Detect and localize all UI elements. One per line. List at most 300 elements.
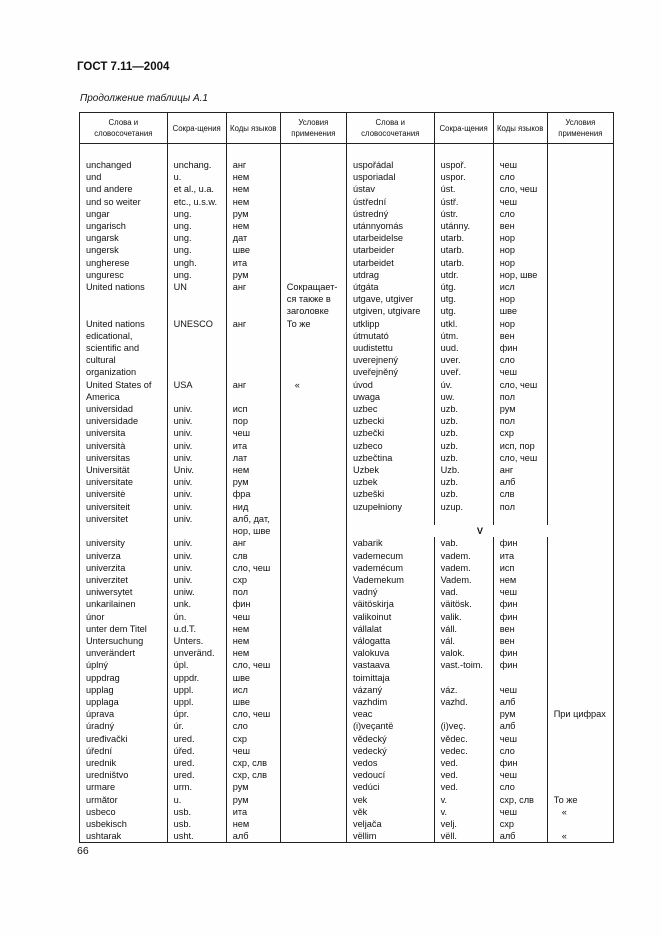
right-abbr-cell: vast.-toim. (434, 659, 493, 671)
right-word-cell: vědecký (346, 733, 434, 745)
right-condition-cell (547, 696, 613, 708)
right-condition-cell (547, 171, 613, 183)
right-condition-cell (547, 257, 613, 269)
left-code-cell: нем (226, 183, 280, 195)
right-word-cell: uzbečtina (346, 452, 434, 464)
left-condition-cell (280, 244, 346, 256)
right-condition-cell (547, 232, 613, 244)
left-code-cell: алб (226, 830, 280, 843)
left-word-cell: und so weiter (80, 196, 168, 208)
left-abbr-cell (167, 342, 226, 354)
left-condition-cell (280, 611, 346, 623)
left-code-cell: анг (226, 318, 280, 330)
left-condition-cell (280, 427, 346, 439)
table-row (80, 818, 614, 830)
right-code-cell: пол (493, 501, 547, 513)
left-code-cell: рум (226, 794, 280, 806)
left-word-cell: United States of (80, 379, 168, 391)
table-continuation-caption: Продолжение таблицы А.1 (80, 93, 208, 104)
left-word-cell: organization (80, 366, 168, 378)
right-code-cell: схр (493, 427, 547, 439)
left-word-cell: universidade (80, 415, 168, 427)
right-abbr-cell: uzb. (434, 488, 493, 500)
right-condition-cell (547, 318, 613, 330)
table-row (80, 208, 614, 220)
left-word-cell: universitas (80, 452, 168, 464)
right-word-cell: vedúci (346, 781, 434, 793)
table-row (80, 196, 614, 208)
left-condition-cell (280, 623, 346, 635)
left-abbr-cell: úřed. (167, 745, 226, 757)
right-abbr-cell: ved. (434, 769, 493, 781)
left-condition-cell (280, 598, 346, 610)
left-code-cell: рум (226, 781, 280, 793)
right-code-cell: фин (493, 611, 547, 623)
left-abbr-cell: usb. (167, 806, 226, 818)
right-word-cell: uzbečki (346, 427, 434, 439)
table-row (80, 513, 614, 525)
right-code-cell: рум (493, 708, 547, 720)
right-word-cell: Vademekum (346, 574, 434, 586)
left-code-cell (226, 391, 280, 403)
right-code-cell: сло (493, 171, 547, 183)
table-row (80, 659, 614, 671)
left-abbr-cell: ung. (167, 208, 226, 220)
left-abbr-cell: ung. (167, 244, 226, 256)
right-code-cell: сло (493, 781, 547, 793)
right-word-cell: uspořádal (346, 159, 434, 171)
left-word-cell: úřední (80, 745, 168, 757)
right-abbr-cell: uw. (434, 391, 493, 403)
right-code-cell: алб (493, 720, 547, 732)
left-abbr-cell: ung. (167, 220, 226, 232)
right-abbr-cell: uspor. (434, 171, 493, 183)
left-word-cell: universita (80, 427, 168, 439)
left-abbr-cell (167, 293, 226, 305)
right-condition-cell (547, 598, 613, 610)
right-abbr-cell: utg. (434, 305, 493, 317)
left-condition-cell (280, 550, 346, 562)
right-condition-cell (547, 745, 613, 757)
left-code-cell: сло, чеш (226, 562, 280, 574)
left-abbr-cell: uppdr. (167, 672, 226, 684)
right-word-cell: vademecum (346, 550, 434, 562)
left-code-cell: схр (226, 733, 280, 745)
right-condition-cell (547, 342, 613, 354)
table-row (80, 354, 614, 366)
right-abbr-cell: utarb. (434, 257, 493, 269)
left-word-cell (80, 293, 168, 305)
left-condition-cell (280, 720, 346, 732)
left-condition-cell (280, 488, 346, 500)
right-word-cell (346, 513, 434, 525)
right-code-cell: чеш (493, 159, 547, 171)
left-abbr-cell: u. (167, 794, 226, 806)
right-abbr-cell: vab. (434, 537, 493, 549)
left-abbr-cell: Unters. (167, 635, 226, 647)
left-code-cell: шве (226, 696, 280, 708)
right-word-cell: ústredný (346, 208, 434, 220)
right-abbr-cell: valok. (434, 647, 493, 659)
right-word-cell: vek (346, 794, 434, 806)
left-condition-cell (280, 159, 346, 171)
left-word-cell: ungarsk (80, 232, 168, 244)
right-condition-cell: « (547, 806, 613, 818)
right-code-cell: шве (493, 305, 547, 317)
right-abbr-cell: vál. (434, 635, 493, 647)
right-word-cell: vedecký (346, 745, 434, 757)
column-header-codes: Коды языков (493, 113, 547, 144)
left-word-cell: ushtarak (80, 830, 168, 843)
table-row (80, 708, 614, 720)
right-code-cell: алб (493, 696, 547, 708)
left-word-cell: uppdrag (80, 672, 168, 684)
left-word-cell: university (80, 537, 168, 549)
left-code-cell (226, 330, 280, 342)
right-code-cell: исп, пор (493, 440, 547, 452)
left-word-cell: uniwersytet (80, 586, 168, 598)
left-condition-cell (280, 366, 346, 378)
left-code-cell: схр, слв (226, 757, 280, 769)
right-abbr-cell: (i)veç. (434, 720, 493, 732)
left-condition-cell (280, 537, 346, 549)
right-abbr-cell: úv. (434, 379, 493, 391)
left-code-cell: нор, шве (226, 525, 280, 537)
right-word-cell: ústřední (346, 196, 434, 208)
left-condition-cell (280, 440, 346, 452)
right-code-cell: чеш (493, 366, 547, 378)
right-word-cell: väitöskirja (346, 598, 434, 610)
right-abbr-cell: útm. (434, 330, 493, 342)
right-condition-cell (547, 159, 613, 171)
column-header-codes: Коды языков (226, 113, 280, 144)
right-word-cell: útgáta (346, 281, 434, 293)
right-code-cell: чеш (493, 196, 547, 208)
right-abbr-cell: vazhd. (434, 696, 493, 708)
table-row (80, 611, 614, 623)
left-code-cell (226, 342, 280, 354)
left-abbr-cell: u. (167, 171, 226, 183)
left-abbr-cell: ún. (167, 611, 226, 623)
right-abbr-cell: vadem. (434, 550, 493, 562)
right-condition-cell: То же (547, 794, 613, 806)
left-abbr-cell: u.d.T. (167, 623, 226, 635)
right-condition-cell (547, 391, 613, 403)
table-row (80, 696, 614, 708)
left-word-cell: universitė (80, 488, 168, 500)
right-word-cell: utarbeider (346, 244, 434, 256)
left-condition-cell: Сокращает- (280, 281, 346, 293)
right-condition-cell (547, 635, 613, 647)
left-code-cell (226, 293, 280, 305)
right-abbr-cell: útg. (434, 281, 493, 293)
left-condition-cell (280, 757, 346, 769)
left-word-cell: universitate (80, 476, 168, 488)
left-code-cell: анг (226, 281, 280, 293)
left-abbr-cell (167, 366, 226, 378)
right-abbr-cell: velj. (434, 818, 493, 830)
left-abbr-cell: ungh. (167, 257, 226, 269)
right-code-cell: вен (493, 623, 547, 635)
left-word-cell: United nations (80, 318, 168, 330)
right-word-cell: uzbeški (346, 488, 434, 500)
left-condition-cell (280, 635, 346, 647)
left-code-cell: нем (226, 818, 280, 830)
right-abbr-cell: uver. (434, 354, 493, 366)
left-word-cell: únor (80, 611, 168, 623)
right-code-cell: сло, чеш (493, 452, 547, 464)
right-word-cell: uveřejněný (346, 366, 434, 378)
table-row (80, 427, 614, 439)
left-code-cell (226, 354, 280, 366)
right-abbr-cell: vědec. (434, 733, 493, 745)
left-word-cell: unguresc (80, 269, 168, 281)
right-word-cell: toimittaja (346, 672, 434, 684)
right-condition-cell (547, 623, 613, 635)
left-abbr-cell: urm. (167, 781, 226, 793)
left-word-cell: cultural (80, 354, 168, 366)
column-header-abbr: Сокра-щения (434, 113, 493, 144)
left-condition-cell (280, 354, 346, 366)
right-abbr-cell: utarb. (434, 232, 493, 244)
right-word-cell: valikoinut (346, 611, 434, 623)
right-code-cell: нор (493, 257, 547, 269)
right-code-cell: схр (493, 818, 547, 830)
table-row (80, 366, 614, 378)
left-condition-cell (280, 708, 346, 720)
right-word-cell: usporiadal (346, 171, 434, 183)
right-condition-cell (547, 452, 613, 464)
right-word-cell: utgave, utgiver (346, 293, 434, 305)
right-abbr-cell: uzb. (434, 452, 493, 464)
abbreviations-table (79, 112, 614, 843)
right-condition-cell (547, 647, 613, 659)
right-condition-cell (547, 574, 613, 586)
right-code-cell: вен (493, 635, 547, 647)
left-condition-cell (280, 501, 346, 513)
left-code-cell: сло, чеш (226, 659, 280, 671)
right-condition-cell (547, 305, 613, 317)
left-code-cell: чеш (226, 745, 280, 757)
left-condition-cell (280, 647, 346, 659)
table-row (80, 720, 614, 732)
left-word-cell: università (80, 440, 168, 452)
left-code-cell: схр (226, 574, 280, 586)
right-word-cell: vazhdim (346, 696, 434, 708)
left-abbr-cell: univ. (167, 537, 226, 549)
left-code-cell: нид (226, 501, 280, 513)
left-word-cell: ungar (80, 208, 168, 220)
right-code-cell: пол (493, 415, 547, 427)
left-code-cell: нем (226, 635, 280, 647)
right-code-cell: чеш (493, 684, 547, 696)
left-code-cell: рум (226, 208, 280, 220)
left-code-cell: ита (226, 440, 280, 452)
right-condition-cell (547, 562, 613, 574)
left-code-cell: сло, чеш (226, 708, 280, 720)
right-condition-cell (547, 293, 613, 305)
table-row (80, 757, 614, 769)
table-row (80, 830, 614, 843)
right-abbr-cell: uzb. (434, 440, 493, 452)
left-code-cell: анг (226, 159, 280, 171)
right-abbr-cell: v. (434, 806, 493, 818)
right-condition-cell (547, 769, 613, 781)
left-word-cell: uredništvo (80, 769, 168, 781)
table-row (80, 794, 614, 806)
left-condition-cell (280, 769, 346, 781)
left-abbr-cell (167, 525, 226, 537)
left-word-cell: universiteit (80, 501, 168, 513)
left-code-cell: дат (226, 232, 280, 244)
table-row (80, 525, 614, 537)
right-condition-cell (547, 501, 613, 513)
right-condition-cell (547, 586, 613, 598)
left-code-cell (226, 305, 280, 317)
left-condition-cell: заголовке (280, 305, 346, 317)
left-abbr-cell: univ. (167, 550, 226, 562)
left-abbr-cell: univ. (167, 488, 226, 500)
right-condition-cell (547, 330, 613, 342)
left-condition-cell (280, 330, 346, 342)
left-word-cell: universidad (80, 403, 168, 415)
left-word-cell: unter dem Titel (80, 623, 168, 635)
right-code-cell: чеш (493, 806, 547, 818)
left-word-cell: urmare (80, 781, 168, 793)
right-condition-cell (547, 476, 613, 488)
right-condition-cell (547, 684, 613, 696)
right-abbr-cell: uveř. (434, 366, 493, 378)
right-condition-cell: При цифрах (547, 708, 613, 720)
right-word-cell: úvod (346, 379, 434, 391)
right-abbr-cell: utg. (434, 293, 493, 305)
left-abbr-cell: unveränd. (167, 647, 226, 659)
left-abbr-cell: uppl. (167, 696, 226, 708)
right-code-cell: чеш (493, 769, 547, 781)
right-abbr-cell: valik. (434, 611, 493, 623)
left-condition-cell (280, 562, 346, 574)
right-condition-cell (547, 269, 613, 281)
right-abbr-cell: Vadem. (434, 574, 493, 586)
table-row (80, 537, 614, 549)
left-condition-cell (280, 781, 346, 793)
left-word-cell: upplag (80, 684, 168, 696)
left-word-cell: uređivački (80, 733, 168, 745)
table-row (80, 574, 614, 586)
right-abbr-cell: váll. (434, 623, 493, 635)
left-condition-cell (280, 525, 346, 537)
table-row (80, 781, 614, 793)
left-code-cell: рум (226, 476, 280, 488)
right-code-cell: фин (493, 537, 547, 549)
left-word-cell: und (80, 171, 168, 183)
right-abbr-cell: ved. (434, 757, 493, 769)
left-condition-cell (280, 684, 346, 696)
left-abbr-cell: ung. (167, 269, 226, 281)
right-abbr-cell: utánny. (434, 220, 493, 232)
left-code-cell: анг (226, 537, 280, 549)
right-abbr-cell: v. (434, 794, 493, 806)
left-word-cell: edicational, (80, 330, 168, 342)
right-condition-cell (547, 757, 613, 769)
right-condition-cell (547, 244, 613, 256)
right-word-cell: utdrag (346, 269, 434, 281)
left-word-cell: usbeco (80, 806, 168, 818)
right-abbr-cell: Uzb. (434, 464, 493, 476)
right-abbr-cell: uzb. (434, 427, 493, 439)
left-abbr-cell: ured. (167, 757, 226, 769)
right-code-cell: исп (493, 562, 547, 574)
table-row (80, 635, 614, 647)
table-row (80, 305, 614, 317)
right-condition-cell (547, 488, 613, 500)
left-condition-cell (280, 513, 346, 525)
table-row (80, 391, 614, 403)
right-condition-cell (547, 781, 613, 793)
left-condition-cell (280, 257, 346, 269)
left-condition-cell (280, 830, 346, 843)
left-word-cell: urednik (80, 757, 168, 769)
left-code-cell: нем (226, 171, 280, 183)
left-code-cell: ита (226, 257, 280, 269)
left-word-cell: unverändert (80, 647, 168, 659)
right-condition-cell (547, 196, 613, 208)
left-word-cell: ungherese (80, 257, 168, 269)
right-code-cell: нор, шве (493, 269, 547, 281)
right-condition-cell (547, 281, 613, 293)
table-row (80, 464, 614, 476)
table-row (80, 220, 614, 232)
left-abbr-cell: USA (167, 379, 226, 391)
left-word-cell: unkarilainen (80, 598, 168, 610)
right-condition-cell (547, 550, 613, 562)
left-word-cell: ungarisch (80, 220, 168, 232)
right-abbr-cell: úst. (434, 183, 493, 195)
right-code-cell: сло (493, 745, 547, 757)
table-row (80, 733, 614, 745)
right-word-cell: utgiven, utgivare (346, 305, 434, 317)
table-row (80, 171, 614, 183)
right-code-cell: фин (493, 598, 547, 610)
table-row (80, 342, 614, 354)
right-code-cell: пол (493, 391, 547, 403)
left-condition-cell (280, 745, 346, 757)
section-letter-heading: V (346, 525, 613, 537)
column-header-words: Слова и словосочетания (346, 113, 434, 144)
right-word-cell: uverejnený (346, 354, 434, 366)
left-abbr-cell: univ. (167, 513, 226, 525)
right-word-cell: vabarik (346, 537, 434, 549)
right-abbr-cell: utdr. (434, 269, 493, 281)
right-word-cell: (i)veçantë (346, 720, 434, 732)
right-abbr-cell: ústr. (434, 208, 493, 220)
left-condition-cell (280, 171, 346, 183)
table-header-row (80, 113, 614, 144)
right-abbr-cell: väitösk. (434, 598, 493, 610)
right-word-cell: veljača (346, 818, 434, 830)
header-spacer-row (80, 144, 614, 160)
right-word-cell: vázaný (346, 684, 434, 696)
left-abbr-cell: úr. (167, 720, 226, 732)
left-abbr-cell: usht. (167, 830, 226, 843)
left-word-cell: und andere (80, 183, 168, 195)
column-header-abbr: Сокра-щения (167, 113, 226, 144)
right-code-cell: фин (493, 659, 547, 671)
right-code-cell: сло, чеш (493, 379, 547, 391)
table-row (80, 318, 614, 330)
right-abbr-cell: vadem. (434, 562, 493, 574)
right-code-cell: фин (493, 757, 547, 769)
